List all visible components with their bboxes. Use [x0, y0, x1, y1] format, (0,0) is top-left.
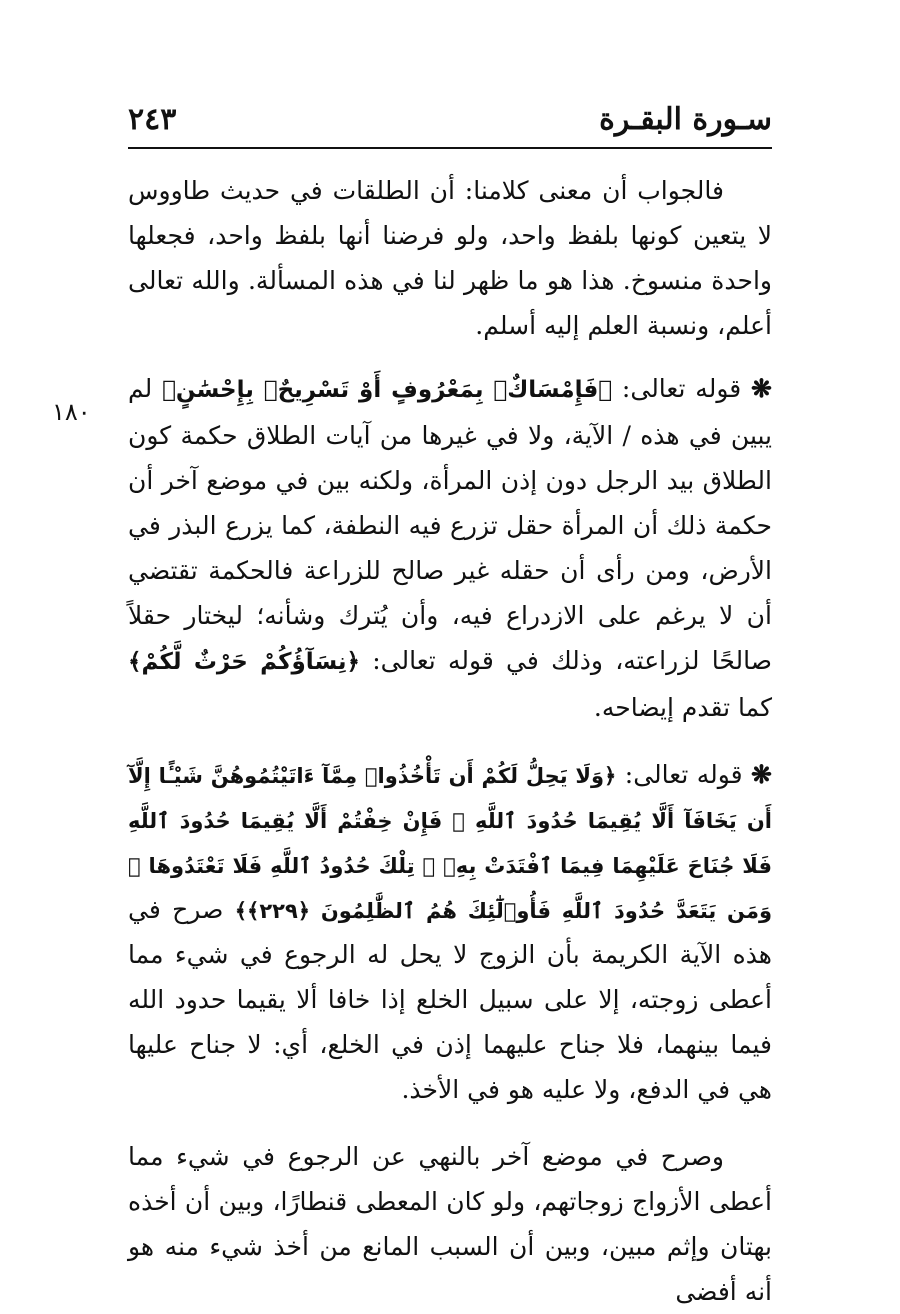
- verse-intro: قوله تعالى:: [612, 374, 752, 403]
- body-text: [128, 168, 772, 1314]
- page-number: ٢٤٣: [128, 102, 177, 137]
- star-bullet-icon: ❋: [751, 760, 772, 789]
- quran-verse: ﴿وَلَا يَحِلُّ لَكُمْ أَن تَأْخُذُوا۟ مِمَّآ ءَاتَيْتُمُوهُنَّ شَيْـًٔا إِلَّآ أَن يَخَافَآ أَلَّا يُقِيمَا حُدُودَ ٱللَّهِ ۖ فَإِنْ خِفْتُمْ أَلَّا يُقِيمَا حُدُودَ ٱللَّهِ فَلَا جُنَاحَ عَلَيْهِمَا فِيمَا ٱفْتَدَتْ بِهِۦ ۗ تِلْكَ حُدُودُ ٱللَّهِ فَلَا تَعْتَدُوهَا ۚ وَمَن يَتَعَدَّ حُدُودَ ٱللَّهِ فَأُو۟لَٰٓئِكَ هُمُ ٱلظَّٰلِمُونَ ﴿٢٢٩﴾﴾: [128, 764, 773, 923]
- page-header: [128, 100, 772, 144]
- paragraph-other-place: وصرح في موضع آخر بالنهي عن الرجوع في شيء مما أعطى الأزواج زوجاتهم، ولو كان المعطى قنطارًا، وبين أن أخذه بهتان وإثم مبين، وبين أن السبب المانع من أخذ شيء منه هو أنه أفضى: [128, 1142, 772, 1306]
- commentary-text: صرح في هذه الآية الكريمة بأن الزوج لا يحل له الرجوع في شيء مما أعطى زوجته، إلا على سبيل الخلع إذا خافا ألا يقيما حدود الله فيما بينهما، فلا جناح عليهما إذن في الخلع، أي: لا جناح عليها هي في الدفع، ولا عليه هو في الأخذ.: [128, 895, 772, 1104]
- running-title: سـورة البقـرة: [599, 102, 772, 137]
- verse-intro: قوله تعالى:: [616, 760, 752, 789]
- margin-page-reference: ١٨٠: [52, 398, 91, 426]
- quran-verse: ﴿فَإِمْسَاكٌۢ بِمَعْرُوفٍ أَوْ تَسْرِيحٌۢ بِإِحْسَٰنٍ﴾: [162, 377, 613, 403]
- quran-verse: ﴿نِسَآؤُكُمْ حَرْثٌ لَّكُمْ﴾: [128, 649, 360, 675]
- star-bullet-icon: ❋: [751, 374, 772, 403]
- paragraph-answer: فالجواب أن معنى كلامنا: أن الطلقات في حديث طاووس لا يتعين كونها بلفظ واحد، ولو فرضنا أنها بلفظ واحد، فجعلها واحدة منسوخ. هذا هو ما ظهر لنا في هذه المسألة. والله تعالى أعلم، ونسبة العلم إليه أسلم.: [128, 176, 772, 340]
- paragraph-verse-imsak: [128, 366, 772, 730]
- paragraph-verse-khul: [128, 752, 772, 1112]
- commentary-text: كما تقدم إيضاحه.: [593, 693, 772, 722]
- commentary-text: لم يبين في هذه / الآية، ولا في غيرها من آيات الطلاق حكمة كون الطلاق بيد الرجل دون إذن المرأة، ولكنه بين في موضع آخر أن حكمة ذلك أن المرأة حقل تزرع فيه النطفة، كما يزرع البذر في الأرض، ومن رأى أن حقله غير صالح للزراعة فالحكمة تقتضي أن لا يرغم على الازدراع فيه، وأن يُترك وشأنه؛ ليختار حقلاً صالحًا لزراعته، وذلك في قوله تعالى:: [128, 374, 772, 675]
- header-rule: [128, 147, 772, 149]
